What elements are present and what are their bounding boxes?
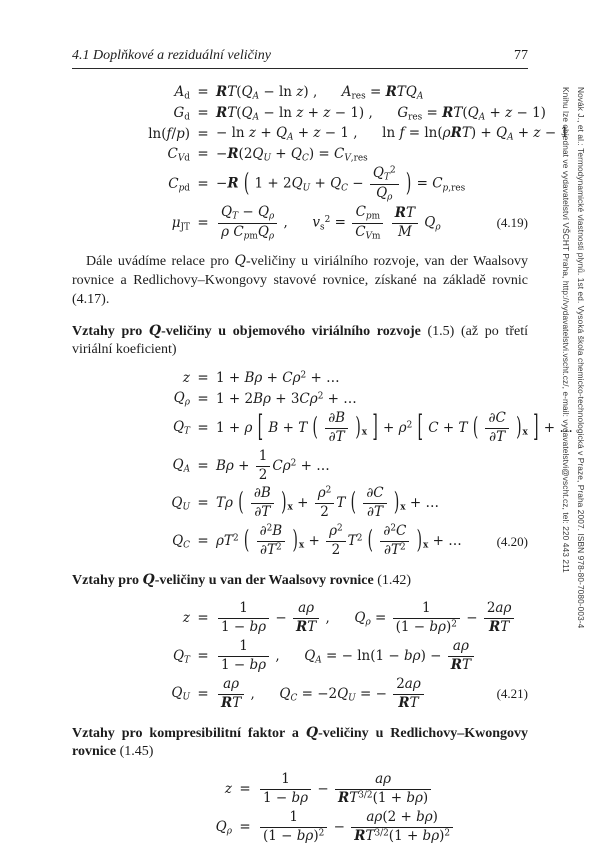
equals-sign: =: [197, 390, 209, 407]
text-segment: -veličiny u objemového viriálního rozvoje: [161, 323, 421, 339]
equals-sign: =: [197, 610, 209, 627]
equation-row: [72, 677, 528, 712]
margin-citation-line-2: Knihu lze objednat ve vydavatelství VŠCHT Praha, http://vydavatelstvi.vscht.cz/, e-mail: vydavatelstvi@vscht.cz, tel: 220 443 211: [561, 87, 571, 573]
text-segment: (1.42): [373, 573, 412, 589]
text-segment: Q: [234, 252, 246, 269]
equation-rhs: $1 + 2B\rho + 3C\rho^2$ + …: [216, 390, 357, 407]
equals-sign: =: [197, 215, 209, 232]
equation-lhs: $Q_U$: [171, 685, 190, 704]
equation-rhs: $-R(2Q_U + Q_C) = C_{V,res}$: [216, 145, 368, 164]
equation-lhs: $Q_T$: [172, 419, 190, 438]
equals-sign: =: [197, 533, 209, 550]
equation-lhs: ln(f/p): [148, 125, 190, 142]
big-delimiter: [: [417, 409, 423, 445]
equation-number: (4.20): [496, 533, 528, 549]
equation-rhs: $RT(Q_A - \ln z + z - 1)$ , $G_{res} = RT(Q_A + z - 1)$: [216, 104, 546, 123]
equation-row: [72, 84, 528, 102]
intro-paragraph: [72, 252, 528, 310]
equation-rhs: $\frac{1}{(1 - b\rho)^2}$ − $\frac{a\rho(2 + b\rho)}{RT^{3/2}(1 + b\rho)^2}$: [258, 810, 478, 845]
big-delimiter: ): [516, 412, 522, 442]
running-section-title: 4.1 Doplňkové a reziduální veličiny: [72, 48, 271, 63]
equals-sign: =: [197, 685, 209, 702]
equation-row: [72, 205, 528, 241]
equation-number: (4.21): [496, 686, 528, 702]
big-delimiter: ]: [533, 409, 539, 445]
equals-sign: =: [197, 84, 209, 101]
text-segment: -veličiny u viriálního rozvoje, van der Waalsovy rovnice a Redlichovy–Kwongovy stavové rovnice, získané na základě rovnic (4.17).: [72, 253, 528, 308]
text-segment: Dále uvádíme relace pro: [86, 253, 235, 269]
heading-virial-expansion: [72, 322, 528, 361]
text-segment: Q: [305, 724, 319, 741]
equation-lhs: $C_{Vd}$: [167, 145, 190, 164]
equation-row: [72, 146, 528, 164]
equation-number: (4.19): [496, 215, 528, 231]
equation-rhs: $\frac{a\rho}{RT}$ , $Q_C = -2Q_U$ = − $\frac{2a\rho}{RT}$: [216, 677, 478, 712]
equals-sign: =: [197, 175, 209, 192]
equation-rhs: $\frac{Q_T - Q_\rho}{\rho C_{pm}Q_\rho}$ , $v_s^2$ = $\frac{C_{pm}}{C_{Vm}}$ $\frac{RT}{M}$ $Q_\rho$: [216, 205, 478, 241]
equation-rhs: $\frac{1}{1 - b\rho}$ , $Q_A$ = − ln(1 − bρ) − $\frac{a\rho}{RT}$: [216, 639, 478, 674]
big-delimiter: ): [281, 487, 287, 518]
equation-row: [72, 166, 528, 202]
equation-rhs: $\frac{1}{1 - b\rho}$ − $\frac{a\rho}{RT}$ , $Q_\rho$ = $\frac{1}{(1 - b\rho)^2}$ − $\frac{2a\rho}{RT}$: [216, 601, 516, 636]
equation-row: [72, 409, 573, 446]
equation-block-4-19: [72, 84, 570, 242]
text-segment: Vztahy pro kompresibilitní faktor a: [72, 725, 306, 741]
equation-row: [72, 125, 570, 143]
big-delimiter: ): [292, 525, 298, 556]
equation-rhs: $RT(Q_A - \ln z)$ , $A_{res} = RTQ_A$: [216, 84, 424, 102]
page-header: [72, 48, 528, 69]
equation-row: [72, 486, 528, 521]
equation-lhs: z: [182, 610, 190, 627]
equals-sign: =: [239, 819, 251, 836]
big-delimiter: (: [238, 487, 244, 518]
equation-rhs: $\rho T^2$ ( $\frac{\partial^2B}{\partial T^2}$ )$_x$ + $\frac{\rho^2}{2}$ $T^2$ ( $\frac{\partial^2C}{\partial T^2}$ )$_x$ + …: [216, 523, 462, 559]
text-segment: Q: [148, 322, 162, 339]
equation-lhs: $A_d$: [174, 84, 190, 102]
equation-row: [72, 370, 528, 387]
equation-rhs: − $\ln z + Q_A + z - 1$ , $\ln f = \ln(\rho RT) + Q_A + z - 1$: [216, 125, 570, 143]
equation-block-4-21: [72, 601, 528, 712]
equals-sign: =: [197, 125, 209, 142]
big-delimiter: ): [405, 168, 412, 199]
page-number: 77: [514, 48, 528, 63]
equation-lhs: z: [182, 370, 190, 387]
big-delimiter: (: [312, 412, 318, 442]
equation-block-4-20: [72, 370, 573, 559]
equation-lhs: $Q_C$: [172, 532, 190, 551]
text-segment: Vztahy pro: [72, 323, 149, 339]
margin-citation-line-1: Novák J., et al.: Termodynamické vlastnosti plynů. 1st ed. Vysoká škola chemicko-technologická v Praze, Praha 2007. ISBN 978-80-7080-003-4: [576, 87, 586, 629]
equation-row: [72, 390, 528, 408]
equals-sign: =: [197, 419, 209, 436]
big-delimiter: ): [393, 487, 400, 518]
big-delimiter: (: [243, 525, 250, 556]
equation-lhs: $\mu_{JT}$: [171, 214, 190, 233]
equals-sign: =: [197, 495, 209, 512]
big-delimiter: (: [350, 487, 357, 518]
equation-lhs: $Q_\rho$: [173, 390, 190, 408]
equation-block-redlich-kwong: [72, 772, 528, 845]
big-delimiter: ): [355, 412, 361, 442]
equation-row: [72, 601, 528, 636]
equation-row: [72, 449, 528, 484]
equation-rhs: $\frac{1}{1 - b\rho}$ − $\frac{a\rho}{RT^{3/2}(1 + b\rho)}$: [258, 772, 478, 807]
equation-row: [72, 104, 546, 123]
equation-lhs: $Q_A$: [172, 457, 190, 475]
equals-sign: =: [197, 647, 209, 664]
heading-van-der-waals: [72, 571, 528, 591]
text-segment: -veličiny u van der Waalsovy rovnice: [154, 573, 374, 589]
equation-row: [72, 524, 528, 559]
equation-lhs: $G_d$: [173, 104, 190, 123]
big-delimiter: (: [367, 525, 374, 556]
equation-lhs: $Q_T$: [172, 647, 190, 666]
text-segment: (1.5) (až po třetí viriální koeficient): [72, 323, 528, 358]
heading-redlich-kwong: [72, 724, 528, 763]
text-segment: -veličiny u Redlichovy–Kwongovy rovnice: [72, 725, 528, 760]
equation-lhs: $Q_\rho$: [215, 818, 232, 837]
equation-lhs: $Q_U$: [171, 495, 190, 513]
equals-sign: =: [197, 146, 209, 163]
equation-rhs: Tρ ( $\frac{\partial B}{\partial T}$ )$_x$ + $\frac{\rho^2}{2}$ T ( $\frac{\partial C}{\partial T}$ )$_x$ + …: [216, 485, 440, 521]
equation-row: [114, 810, 528, 845]
equation-rhs: 1 + ρ [ B + T ( $\frac{\partial B}{\partial T}$ )$_x$ ] + $\rho^2$ [ C + T ( $\frac{\partial C}{\partial T}$ )$_x$ ] + …: [216, 409, 573, 445]
equation-rhs: $1 + B\rho + C\rho^2$ + …: [216, 370, 340, 387]
equation-lhs: z: [224, 781, 232, 798]
text-segment: (1.45): [116, 744, 154, 760]
big-delimiter: (: [472, 412, 479, 442]
big-delimiter: ): [416, 525, 422, 556]
equals-sign: =: [197, 457, 209, 474]
equation-rhs: −R ( $1 + 2Q_U + Q_C$ − $\frac{Q_T^2}{Q_\rho}$ ) = $C_{p,res}$: [216, 165, 466, 203]
big-delimiter: ]: [372, 409, 378, 445]
big-delimiter: (: [243, 168, 250, 199]
equals-sign: =: [197, 104, 209, 121]
equals-sign: =: [239, 781, 251, 798]
equals-sign: =: [197, 370, 209, 387]
big-delimiter: [: [257, 409, 264, 445]
equation-row: [114, 772, 528, 807]
text-segment: Vztahy pro: [72, 573, 143, 589]
text-segment: Q: [142, 572, 155, 589]
equation-rhs: Bρ + $\frac{1}{2}$ $C\rho^2$ + …: [216, 447, 330, 483]
equation-lhs: $C_{pd}$: [168, 175, 190, 194]
equation-row: [72, 639, 528, 674]
